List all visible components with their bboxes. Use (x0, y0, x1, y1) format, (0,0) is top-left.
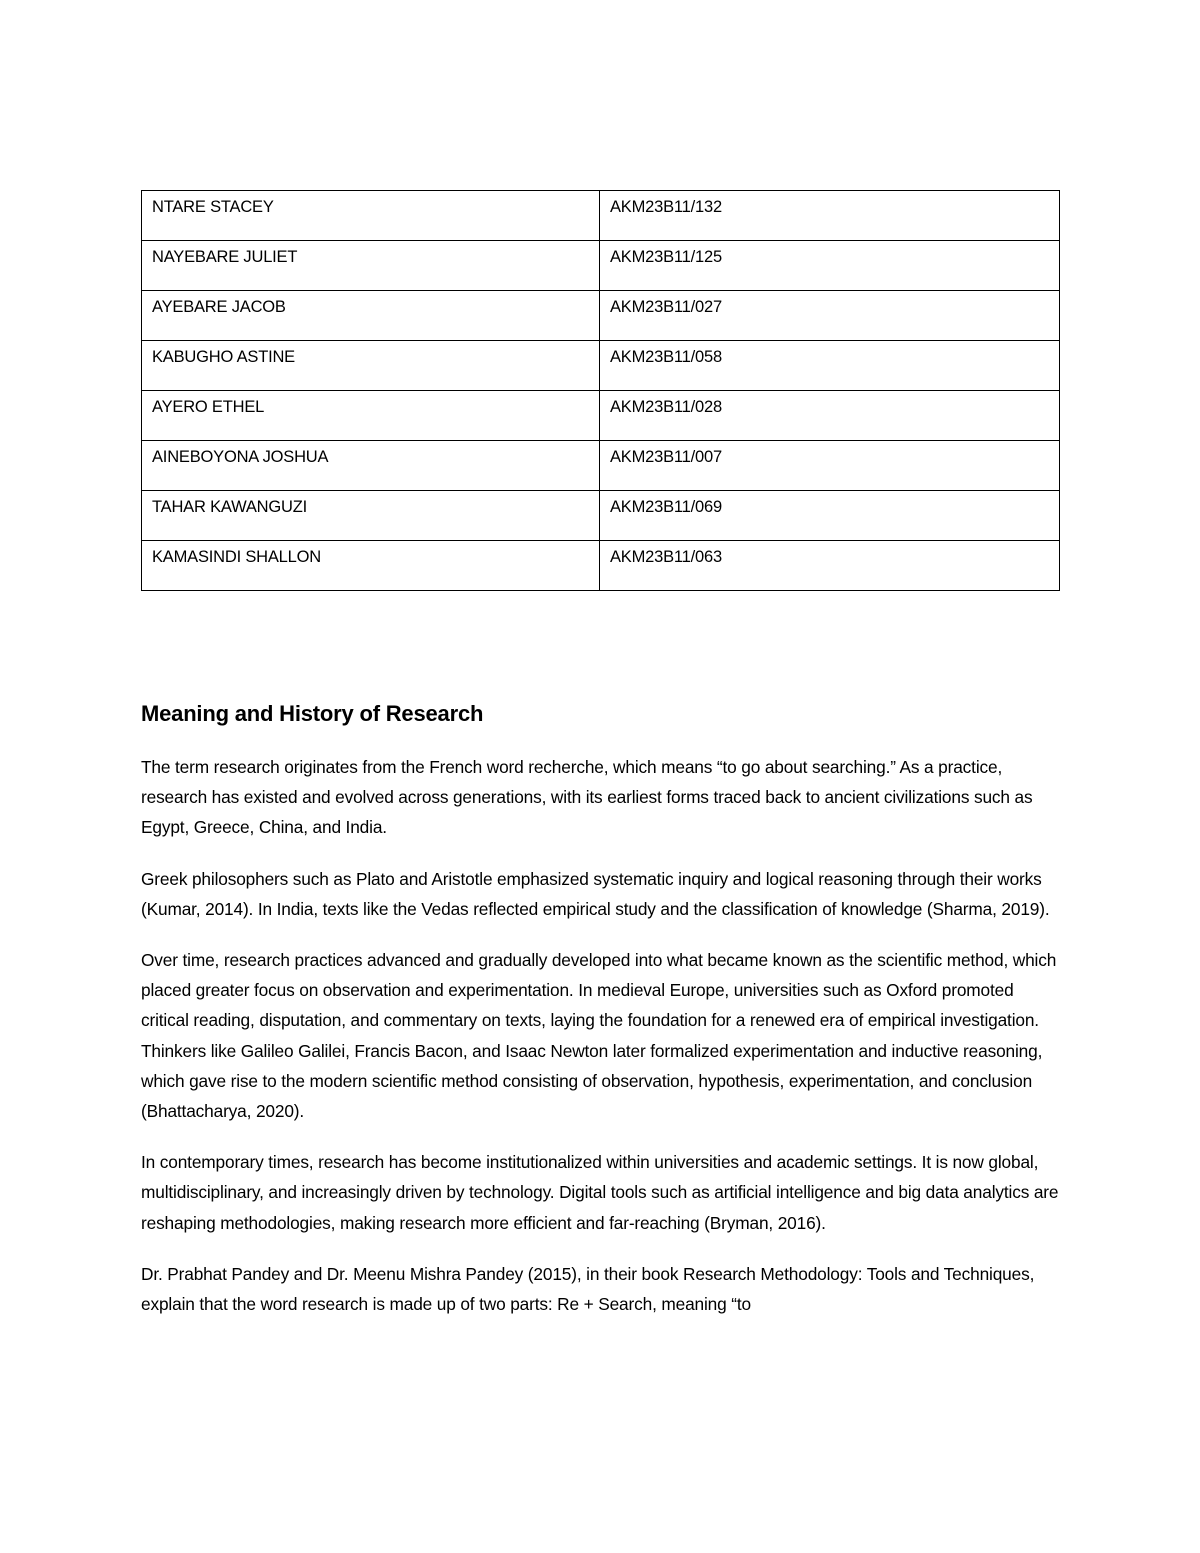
registration-number-cell: AKM23B11/063 (600, 541, 1060, 591)
body-paragraph: The term research originates from the French word recherche, which means “to go about searching.” As a practice, research has existed and evolved across generations, with its earliest forms traced back to ancient civilizations such as Egypt, Greece, China, and India. (141, 757, 1033, 838)
registration-number-cell: AKM23B11/069 (600, 491, 1060, 541)
member-name-cell: AYERO ETHEL (142, 391, 600, 441)
body-paragraph: Greek philosophers such as Plato and Aristotle emphasized systematic inquiry and logical reasoning through their works (Kumar, 2014). In India, texts like the Vedas reflected empirical study and the classification of knowledge (Sharma, 2019). (141, 868, 1050, 919)
registration-number-cell: AKM23B11/007 (600, 441, 1060, 491)
registration-number-cell: AKM23B11/132 (600, 191, 1060, 241)
table-row (142, 541, 1060, 591)
registration-number-cell: AKM23B11/028 (600, 391, 1060, 441)
member-name-cell: NAYEBARE JULIET (142, 241, 600, 291)
member-name-cell: KABUGHO ASTINE (142, 341, 600, 391)
table-row (142, 291, 1060, 341)
body-paragraph: In contemporary times, research has become institutionalized within universities and academic settings. It is now global, multidisciplinary, and increasingly driven by technology. Digital tools such as artificial intelligence and big data analytics are reshaping methodologies, making research more efficient and far-reaching (Bryman, 2016). (141, 1152, 1059, 1233)
body-paragraph: Over time, research practices advanced and gradually developed into what became known as the scientific method, which placed greater focus on observation and experimentation. In medieval Europe, universities such as Oxford promoted critical reading, disputation, and commentary on texts, laying the foundation for a renewed era of empirical investigation. Thinkers like Galileo Galilei, Francis Bacon, and Isaac Newton later formalized experimentation and inductive reasoning, which gave rise to the modern scientific method consisting of observation, hypothesis, experimentation, and conclusion (Bhattacharya, 2020). (141, 950, 1057, 1122)
table-row (142, 491, 1060, 541)
body-paragraph: Dr. Prabhat Pandey and Dr. Meenu Mishra Pandey (2015), in their book Research Methodology: Tools and Techniques, explain that the word research is made up of two parts: Re + Search, meaning “to (141, 1263, 1035, 1315)
table-row (142, 391, 1060, 441)
member-name-cell: KAMASINDI SHALLON (142, 541, 600, 591)
table-row (142, 241, 1060, 291)
table-row (142, 441, 1060, 491)
registration-number-cell: AKM23B11/027 (600, 291, 1060, 341)
member-name-cell: AYEBARE JACOB (142, 291, 600, 341)
registration-number-cell: AKM23B11/125 (600, 241, 1060, 291)
table-row (142, 191, 1060, 241)
member-name-cell: NTARE STACEY (142, 191, 600, 241)
registration-number-cell: AKM23B11/058 (600, 341, 1060, 391)
group-members-table (141, 190, 1060, 591)
table-row (142, 341, 1060, 391)
section-content (141, 698, 1059, 1340)
section-heading: Meaning and History of Research (141, 701, 484, 726)
member-name-cell: TAHAR KAWANGUZI (142, 491, 600, 541)
member-name-cell: AINEBOYONA JOSHUA (142, 441, 600, 491)
